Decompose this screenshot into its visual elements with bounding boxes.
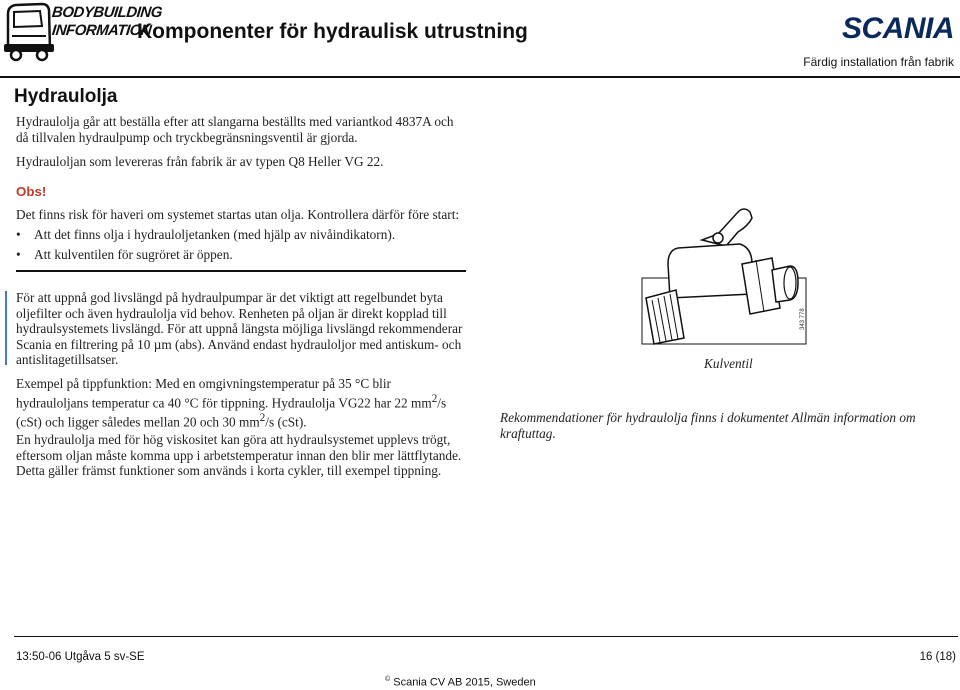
- document-title: Komponenter för hydraulisk utrustning: [137, 20, 528, 43]
- section-divider: [16, 270, 466, 272]
- obs-label: Obs!: [16, 184, 47, 199]
- paragraph-filtering: För att uppnå god livslängd på hydraulpumpar är det viktigt att regelbundet byta oljefilter och även hydraulolja vid behov. Renheten på oljan är direkt kopplad till hydraulsystemets livslängd. För att uppnå längsta möjliga livslängd rekommenderar Scania en filtrering på 10 µm (abs). Använd endast hydrauloljor med antiskum- och antislitagetillsatser.: [16, 290, 463, 368]
- recommendation-note: Rekommendationer för hydraulolja finns i dokumentet Allmän information om kraftuttag.: [500, 410, 916, 441]
- figure-id: 343 778: [800, 308, 806, 330]
- ball-valve-figure: [640, 8, 808, 346]
- page-number: 16 (18): [919, 651, 956, 663]
- footer-divider: [14, 636, 958, 637]
- logo-text-information: INFORMATION: [51, 22, 153, 39]
- logo-text-bodybuilding: BODYBUILDING: [51, 4, 163, 21]
- change-bar: [5, 291, 7, 365]
- paragraph-viscosity: En hydraulolja med för hög viskositet kan göra att hydraulsystemet upplevs trögt, eftersom oljan måste komma upp i arbetstemperatur innan den blir mer lättflytande. Detta gäller främst funktioner som används i korta cykler, till exempel tippning.: [16, 432, 462, 479]
- paragraph-tipping-example: Exempel på tippfunktion: Med en omgivningstemperatur på 35 °C blir hydrauloljans temperatur ca 40 °C för tippning. Hydraulolja VG22 har 22 $mm^2/s$ (cSt) och ligger således mellan 20 och 30 $mm^2/s$ (cSt).: [16, 376, 447, 430]
- list-item: • Att kulventilen för sugröret är öppen.: [16, 247, 233, 262]
- scania-logo: SCANIA: [841, 12, 954, 45]
- paragraph-variant-code: Hydraulolja går att beställa efter att slangarna beställts med variantkod 4837A och då tillvalen hydraulpump och tryckbegränsningsventil är gjorda.: [16, 114, 454, 145]
- copyright: © Scania CV AB 2015, Sweden: [385, 676, 536, 689]
- paragraph-oil-type: Hydrauloljan som levereras från fabrik är av typen Q8 Heller VG 22.: [16, 154, 384, 169]
- truck-icon: [2, 0, 58, 62]
- list-item: • Att det finns olja i hydrauloljetanken (med hjälp av nivåindikatorn).: [16, 227, 396, 242]
- bullet-icon: •: [16, 227, 21, 242]
- bullet-icon: •: [16, 247, 21, 262]
- document-number: 13:50-06 Utgåva 5 sv-SE: [16, 651, 145, 663]
- header-divider: [0, 76, 960, 78]
- ball-valve-icon: [640, 8, 808, 346]
- section-label: Färdig installation från fabrik: [803, 55, 954, 69]
- figure-caption: Kulventil: [704, 356, 753, 371]
- obs-text: Det finns risk för haveri om systemet startas utan olja. Kontrollera därför före start:: [16, 207, 460, 222]
- section-heading: Hydraulolja: [14, 86, 118, 107]
